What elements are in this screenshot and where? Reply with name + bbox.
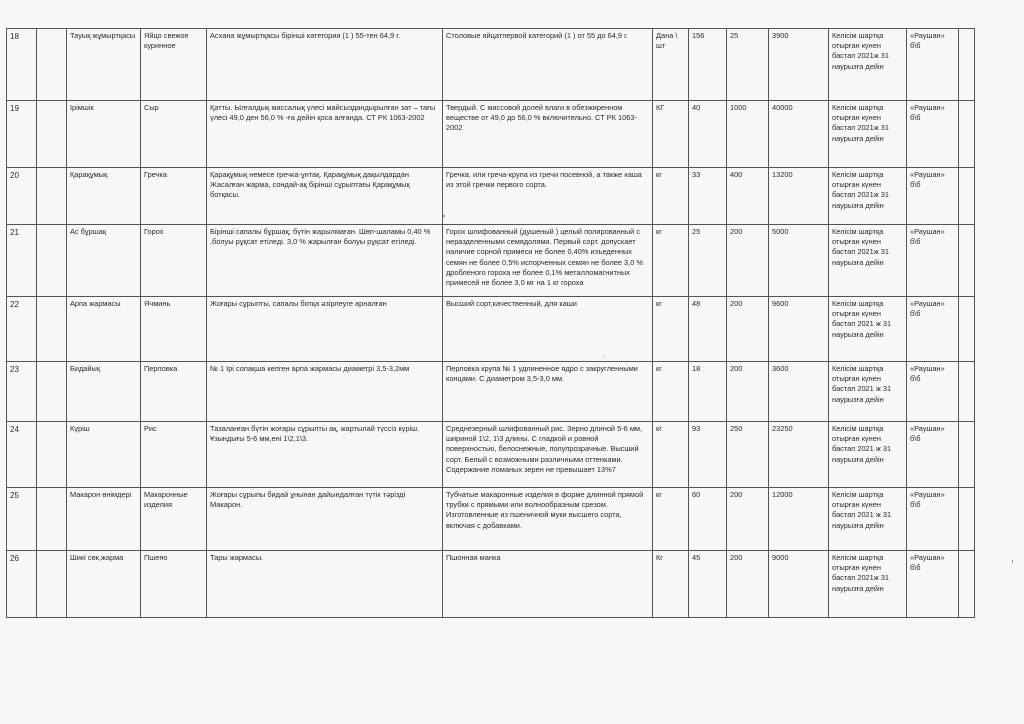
- description-ru: Тубчатые макаронные изделия в форме длинной прямой трубки с прямыми или волнообразным срезом. Изготовленные из пшеничной муки высшего сорта, включая с добавками.: [443, 488, 653, 551]
- supplier-name: «Раушан» б\б: [907, 101, 959, 168]
- description-ru: Среднезерный шлифованный рис. Зерно длиной 5-6 мм, шириной 1\2, 1\3 длины. С гладкой и ровной поверхностью, белоснежные, полупрозрачные. Высший сорт. Белый с возможными различными оттенками. Содержание ломаных зерен не превышает 13%7: [443, 422, 653, 488]
- supplier-name: «Раушан» б\б: [907, 422, 959, 488]
- row-number: 26: [7, 551, 37, 618]
- quantity: 45: [689, 551, 727, 618]
- table-row: [7, 422, 975, 488]
- description-ru: Твердый. С массовой долей влаги в обезжиренном веществе от 49,0 до 56,0 % включительно. СТ РК 1063-2002: [443, 101, 653, 168]
- blank-cell: [37, 29, 67, 101]
- unit-price: 400: [727, 168, 769, 225]
- description-kz: Тазаланған бүтін жоғары сұрыпты ақ, жартылай түссіз күріш. Ұзындығы 5-6 мм,ені 1\2,1\3.: [207, 422, 443, 488]
- product-name-kz: Тауық жұмыртқасы: [67, 29, 141, 101]
- unit-of-measure: Дана \ шт: [653, 29, 689, 101]
- description-kz: Жоғары сұрыпы бидай ұнынан дайындалған түтік тәрізді Макарон.: [207, 488, 443, 551]
- unit-of-measure: кг: [653, 297, 689, 362]
- product-name-ru: Горох: [141, 225, 207, 297]
- product-name-ru: Макаронные изделия: [141, 488, 207, 551]
- unit-price: 200: [727, 488, 769, 551]
- total-amount: 40000: [769, 101, 829, 168]
- delivery-term: Келісім шартқа отырған күнен бастап 2021ж 31 наурызға дейін: [829, 101, 907, 168]
- product-name-ru: Сыр: [141, 101, 207, 168]
- unit-price: 200: [727, 362, 769, 422]
- delivery-term: Келісім шартқа отырған күнен бастап 2021ж 31 наурызға дейін: [829, 29, 907, 101]
- quantity: 25: [689, 225, 727, 297]
- scan-speck: [443, 215, 445, 217]
- row-number: 20: [7, 168, 37, 225]
- quantity: 48: [689, 297, 727, 362]
- blank-cell: [959, 488, 975, 551]
- blank-cell: [37, 297, 67, 362]
- blank-cell: [959, 362, 975, 422]
- total-amount: 9000: [769, 551, 829, 618]
- quantity: 93: [689, 422, 727, 488]
- row-number: 23: [7, 362, 37, 422]
- description-ru: Пшонная манка: [443, 551, 653, 618]
- unit-of-measure: кг: [653, 422, 689, 488]
- supplier-name: «Раушан» б\б: [907, 29, 959, 101]
- product-name-kz: Шикі сөк,жарма: [67, 551, 141, 618]
- table-row: [7, 551, 975, 618]
- table-row: [7, 168, 975, 225]
- product-name-ru: Ячминь: [141, 297, 207, 362]
- blank-cell: [37, 488, 67, 551]
- unit-of-measure: кг: [653, 362, 689, 422]
- unit-of-measure: Кг: [653, 551, 689, 618]
- description-kz: Қарақұмық немесе гречка-ұнтақ. Қарақұмық дақылдардан Жасалған жарма, сондай-ақ бірінші сұрыптағы Қарақұмық ботқасы.: [207, 168, 443, 225]
- table-row: [7, 297, 975, 362]
- table-row: [7, 225, 975, 297]
- delivery-term: Келісім шартқа отырған күнен бастап 2021 ж 31 наурызға дейін: [829, 362, 907, 422]
- unit-price: 1000: [727, 101, 769, 168]
- procurement-table: [6, 28, 975, 618]
- description-ru: Перловка крупа № 1 удлиненное ядро с закругленными концами. С диаметром 3,5-3,0 мм.: [443, 362, 653, 422]
- delivery-term: Келісім шартқа отырған күнен бастап 2021ж 31 наурызға дейін: [829, 551, 907, 618]
- description-kz: Жоғары сұрыпты, сапалы ботқа әзірлеуге арналған: [207, 297, 443, 362]
- unit-price: 250: [727, 422, 769, 488]
- product-name-kz: Қарақұмық: [67, 168, 141, 225]
- quantity: 40: [689, 101, 727, 168]
- total-amount: 13200: [769, 168, 829, 225]
- description-kz: Асхана жұмыртқасы бірінші категория (1 ) 55-тен 64,9 г.: [207, 29, 443, 101]
- blank-cell: [959, 29, 975, 101]
- total-amount: 5000: [769, 225, 829, 297]
- row-number: 19: [7, 101, 37, 168]
- table-row: [7, 29, 975, 101]
- description-kz: Тары жармасы.: [207, 551, 443, 618]
- product-name-ru: Яйцо свежое куринное: [141, 29, 207, 101]
- row-number: 22: [7, 297, 37, 362]
- row-number: 21: [7, 225, 37, 297]
- unit-of-measure: кг: [653, 488, 689, 551]
- blank-cell: [37, 551, 67, 618]
- table-body: [7, 29, 975, 618]
- description-ru: Горох шлифованный (душеный ) целый полированный с неразделенными семядолями. Первый сорт. допускает наличие сорной примеси не более 0,40% изъеденных семян не более 0,5% испорченных семян не более 3,0 % дробленого гороха не более 0,1% металломагнитных примесей не более 3,0 мг на 1 кг гороха: [443, 225, 653, 297]
- total-amount: 9600: [769, 297, 829, 362]
- supplier-name: «Раушан» б\б: [907, 488, 959, 551]
- unit-price: 25: [727, 29, 769, 101]
- blank-cell: [37, 362, 67, 422]
- quantity: 60: [689, 488, 727, 551]
- description-ru: Столовые яйцатпервой категорий (1 ) от 55 до 64,9 г.: [443, 29, 653, 101]
- delivery-term: Келісім шартқа отырған күнен бастап 2021 ж 31 наурызға дейін: [829, 488, 907, 551]
- total-amount: 12000: [769, 488, 829, 551]
- row-number: 18: [7, 29, 37, 101]
- description-ru: Высший сорт,качественный, для каши: [443, 297, 653, 362]
- product-name-kz: Ірімшік: [67, 101, 141, 168]
- product-name-ru: Рис: [141, 422, 207, 488]
- blank-cell: [959, 168, 975, 225]
- quantity: 33: [689, 168, 727, 225]
- scan-speck: [1012, 560, 1013, 563]
- supplier-name: «Раушан» б\б: [907, 362, 959, 422]
- product-name-kz: Макарон өнімдері: [67, 488, 141, 551]
- blank-cell: [37, 168, 67, 225]
- blank-cell: [959, 551, 975, 618]
- table-row: [7, 362, 975, 422]
- blank-cell: [37, 101, 67, 168]
- quantity: 156: [689, 29, 727, 101]
- total-amount: 23250: [769, 422, 829, 488]
- product-name-kz: Арпа жармасы: [67, 297, 141, 362]
- total-amount: 3900: [769, 29, 829, 101]
- unit-price: 200: [727, 297, 769, 362]
- delivery-term: Келісім шартқа отырған күнен бастап 2021 ж 31 наурызға дейін: [829, 297, 907, 362]
- blank-cell: [959, 297, 975, 362]
- blank-cell: [959, 422, 975, 488]
- supplier-name: «Раушан» б\б: [907, 297, 959, 362]
- row-number: 24: [7, 422, 37, 488]
- table-row: [7, 101, 975, 168]
- product-name-ru: Перловка: [141, 362, 207, 422]
- product-name-ru: Гречка: [141, 168, 207, 225]
- blank-cell: [37, 422, 67, 488]
- supplier-name: «Раушан» б\б: [907, 225, 959, 297]
- product-name-kz: Күріш: [67, 422, 141, 488]
- delivery-term: Келісім шартқа отырған күнен бастап 2021ж 31 наурызға дейін: [829, 225, 907, 297]
- description-ru: Гречка, или греча-крупа из гречи посевной, а также каша из этой гречки первого сорта.: [443, 168, 653, 225]
- unit-of-measure: кг: [653, 225, 689, 297]
- row-number: 25: [7, 488, 37, 551]
- unit-of-measure: КГ: [653, 101, 689, 168]
- scan-speck: [604, 356, 605, 357]
- description-kz: Қатты. Ылғалдық массалық үлесі майсыздандырылған зат – тағы үлесі 49,0 ден 56,0 % -ға дейін қоса алғанда. СТ РК 1063-2002: [207, 101, 443, 168]
- blank-cell: [959, 225, 975, 297]
- product-name-kz: Бидайық: [67, 362, 141, 422]
- blank-cell: [959, 101, 975, 168]
- product-name-ru: Пшено: [141, 551, 207, 618]
- delivery-term: Келісім шартқа отырған күнен бастап 2021ж 31 наурызға дейін: [829, 168, 907, 225]
- unit-price: 200: [727, 551, 769, 618]
- quantity: 18: [689, 362, 727, 422]
- description-kz: № 1 Ірі сопақша келген арпа жармасы диаметрі 3,5-3,2мм: [207, 362, 443, 422]
- unit-price: 200: [727, 225, 769, 297]
- delivery-term: Келісім шартқа отырған күнен бастап 2021 ж 31 наурызға дейін: [829, 422, 907, 488]
- unit-of-measure: кг: [653, 168, 689, 225]
- total-amount: 3600: [769, 362, 829, 422]
- table-row: [7, 488, 975, 551]
- supplier-name: «Раушан» б\б: [907, 168, 959, 225]
- blank-cell: [37, 225, 67, 297]
- description-kz: Бірінші сапалы бұршақ, бүтін жарылмаған. Шөп-шаламы 0,40 % ,болуы рұқсат етіледі. 3,0 % жарылған болуы рұқсат етіледі.: [207, 225, 443, 297]
- supplier-name: «Раушан» б\б: [907, 551, 959, 618]
- product-name-kz: Ас бұршақ: [67, 225, 141, 297]
